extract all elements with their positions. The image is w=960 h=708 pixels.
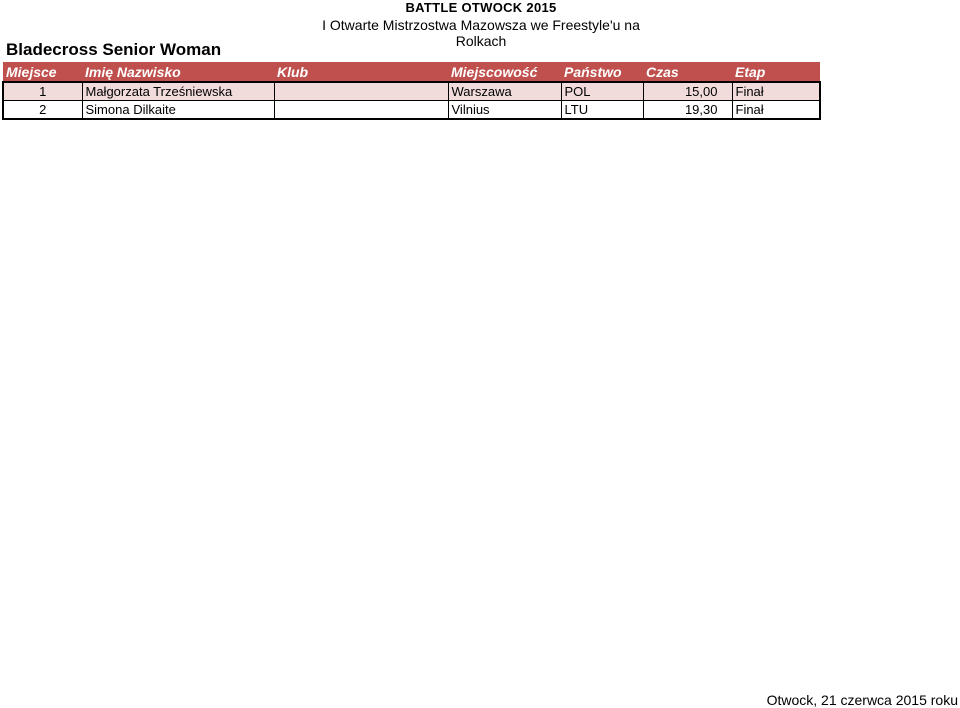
results-table	[2, 62, 821, 120]
cell-city: Vilnius	[448, 101, 561, 120]
cell-country: POL	[561, 82, 643, 101]
cell-name: Simona Dilkaite	[82, 101, 274, 120]
column-header: Miejscowość	[448, 62, 561, 82]
event-subtitle: I Otwarte Mistrzostwa Mazowsza we Freestyle'u na Rolkach	[322, 17, 640, 49]
table-row	[3, 82, 820, 101]
cell-place: 2	[3, 101, 82, 120]
cell-time: 19,30	[643, 101, 732, 120]
column-header: Etap	[732, 62, 820, 82]
column-header: Klub	[274, 62, 448, 82]
cell-club	[274, 101, 448, 120]
cell-time: 15,00	[643, 82, 732, 101]
table-header-row	[3, 62, 820, 82]
column-header: Imię Nazwisko	[82, 62, 274, 82]
cell-club	[274, 82, 448, 101]
cell-country: LTU	[561, 101, 643, 120]
column-header: Państwo	[561, 62, 643, 82]
column-header: Miejsce	[3, 62, 82, 82]
cell-place: 1	[3, 82, 82, 101]
category-heading: Bladecross Senior Woman	[6, 40, 222, 59]
event-title: BATTLE OTWOCK 2015	[405, 0, 557, 15]
column-header: Czas	[643, 62, 732, 82]
footer-date: Otwock, 21 czerwca 2015 roku	[766, 692, 958, 708]
cell-stage: Finał	[732, 82, 820, 101]
cell-name: Małgorzata Trześniewska	[82, 82, 274, 101]
cell-stage: Finał	[732, 101, 820, 120]
cell-city: Warszawa	[448, 82, 561, 101]
table-row	[3, 101, 820, 120]
